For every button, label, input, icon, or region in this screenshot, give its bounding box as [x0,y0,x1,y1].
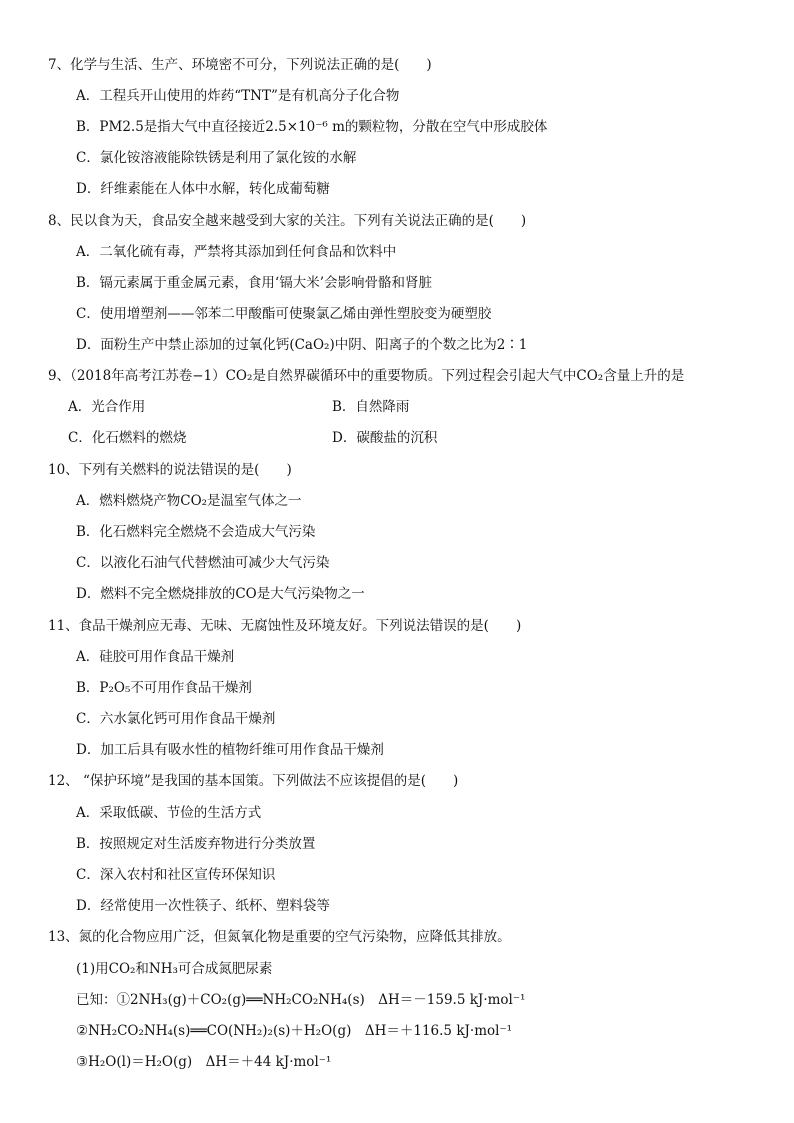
question-7-option-a: A．工程兵开山使用的炸药“TNT”是有机高分子化合物 [76,88,400,104]
question-12-stem: 12、 “保护环境”是我国的基本国策。下列做法不应该提倡的是( ) [48,773,459,789]
question-8-option-c: C．使用增塑剂——邻苯二甲酸酯可使聚氯乙烯由弹性塑胶变为硬塑胶 [76,306,492,322]
question-11-option-b: B．P₂O₅不可用作食品干燥剂 [76,680,252,696]
question-11-option-c: C．六水氯化钙可用作食品干燥剂 [76,711,276,727]
question-7-option-b: B．PM2.5是指大气中直径接近2.5×10⁻⁶ m的颗粒物，分散在空气中形成胶体 [76,119,548,135]
question-12-option-b: B．按照规定对生活废弃物进行分类放置 [76,836,316,852]
question-9-option-a: A．光合作用 [68,399,146,415]
question-8-stem: 8、民以食为天，食品安全越来越受到大家的关注。下列有关说法正确的是( ) [48,213,527,229]
question-13-equation-3: ③H₂O(l)＝H₂O(g) ΔH＝＋44 kJ·mol⁻¹ [76,1054,332,1070]
question-8-option-d: D．面粉生产中禁止添加的过氧化钙(CaO₂)中阴、阳离子的个数之比为2∶1 [76,337,528,353]
question-9-option-c: C．化石燃料的燃烧 [68,430,187,446]
question-10-option-d: D．燃料不完全燃烧排放的CO是大气污染物之一 [76,586,365,602]
question-11-stem: 11、食品干燥剂应无毒、无味、无腐蚀性及环境友好。下列说法错误的是( ) [48,618,522,634]
question-12-option-a: A．采取低碳、节俭的生活方式 [76,805,262,821]
question-10-option-b: B．化石燃料完全燃烧不会造成大气污染 [76,524,316,540]
question-12-option-d: D．经常使用一次性筷子、纸杯、塑料袋等 [76,898,330,914]
question-10-stem: 10、下列有关燃料的说法错误的是( ) [48,462,292,478]
question-10-option-a: A．燃料燃烧产物CO₂是温室气体之一 [76,493,302,509]
question-8-option-a: A．二氧化硫有毒，严禁将其添加到任何食品和饮料中 [76,244,397,260]
question-13-equation-1: 已知：①2NH₃(g)＋CO₂(g)══NH₂CO₂NH₄(s) ΔH＝－159.5 kJ·mol⁻¹ [76,992,526,1008]
question-13-stem: 13、氮的化合物应用广泛，但氮氧化物是重要的空气污染物，应降低其排放。 [48,929,511,945]
question-10-option-c: C．以液化石油气代替燃油可减少大气污染 [76,555,330,571]
question-12-option-c: C．深入农村和社区宣传环保知识 [76,867,276,883]
question-9-option-b: B．自然降雨 [332,399,410,415]
question-9-stem: 9、（2018年高考江苏卷−1）CO₂是自然界碳循环中的重要物质。下列过程会引起大气中CO₂含量上升的是 [48,368,685,384]
question-7-option-c: C．氯化铵溶液能除铁锈是利用了氯化铵的水解 [76,150,357,166]
question-7-option-d: D．纤维素能在人体中水解，转化成葡萄糖 [76,181,330,197]
question-13-equation-2: ②NH₂CO₂NH₄(s)══CO(NH₂)₂(s)＋H₂O(g) ΔH＝＋116.5 kJ·mol⁻¹ [76,1023,512,1039]
question-8-option-b: B．镉元素属于重金属元素，食用‘镉大米’会影响骨骼和肾脏 [76,275,433,291]
question-11-option-a: A．硅胶可用作食品干燥剂 [76,649,235,665]
question-11-option-d: D．加工后具有吸水性的植物纤维可用作食品干燥剂 [76,742,384,758]
question-9-option-d: D．碳酸盐的沉积 [332,430,438,446]
question-7-stem: 7、化学与生活、生产、环境密不可分，下列说法正确的是( ) [48,57,432,73]
question-13-part-1: (1)用CO₂和NH₃可合成氮肥尿素 [76,961,273,977]
